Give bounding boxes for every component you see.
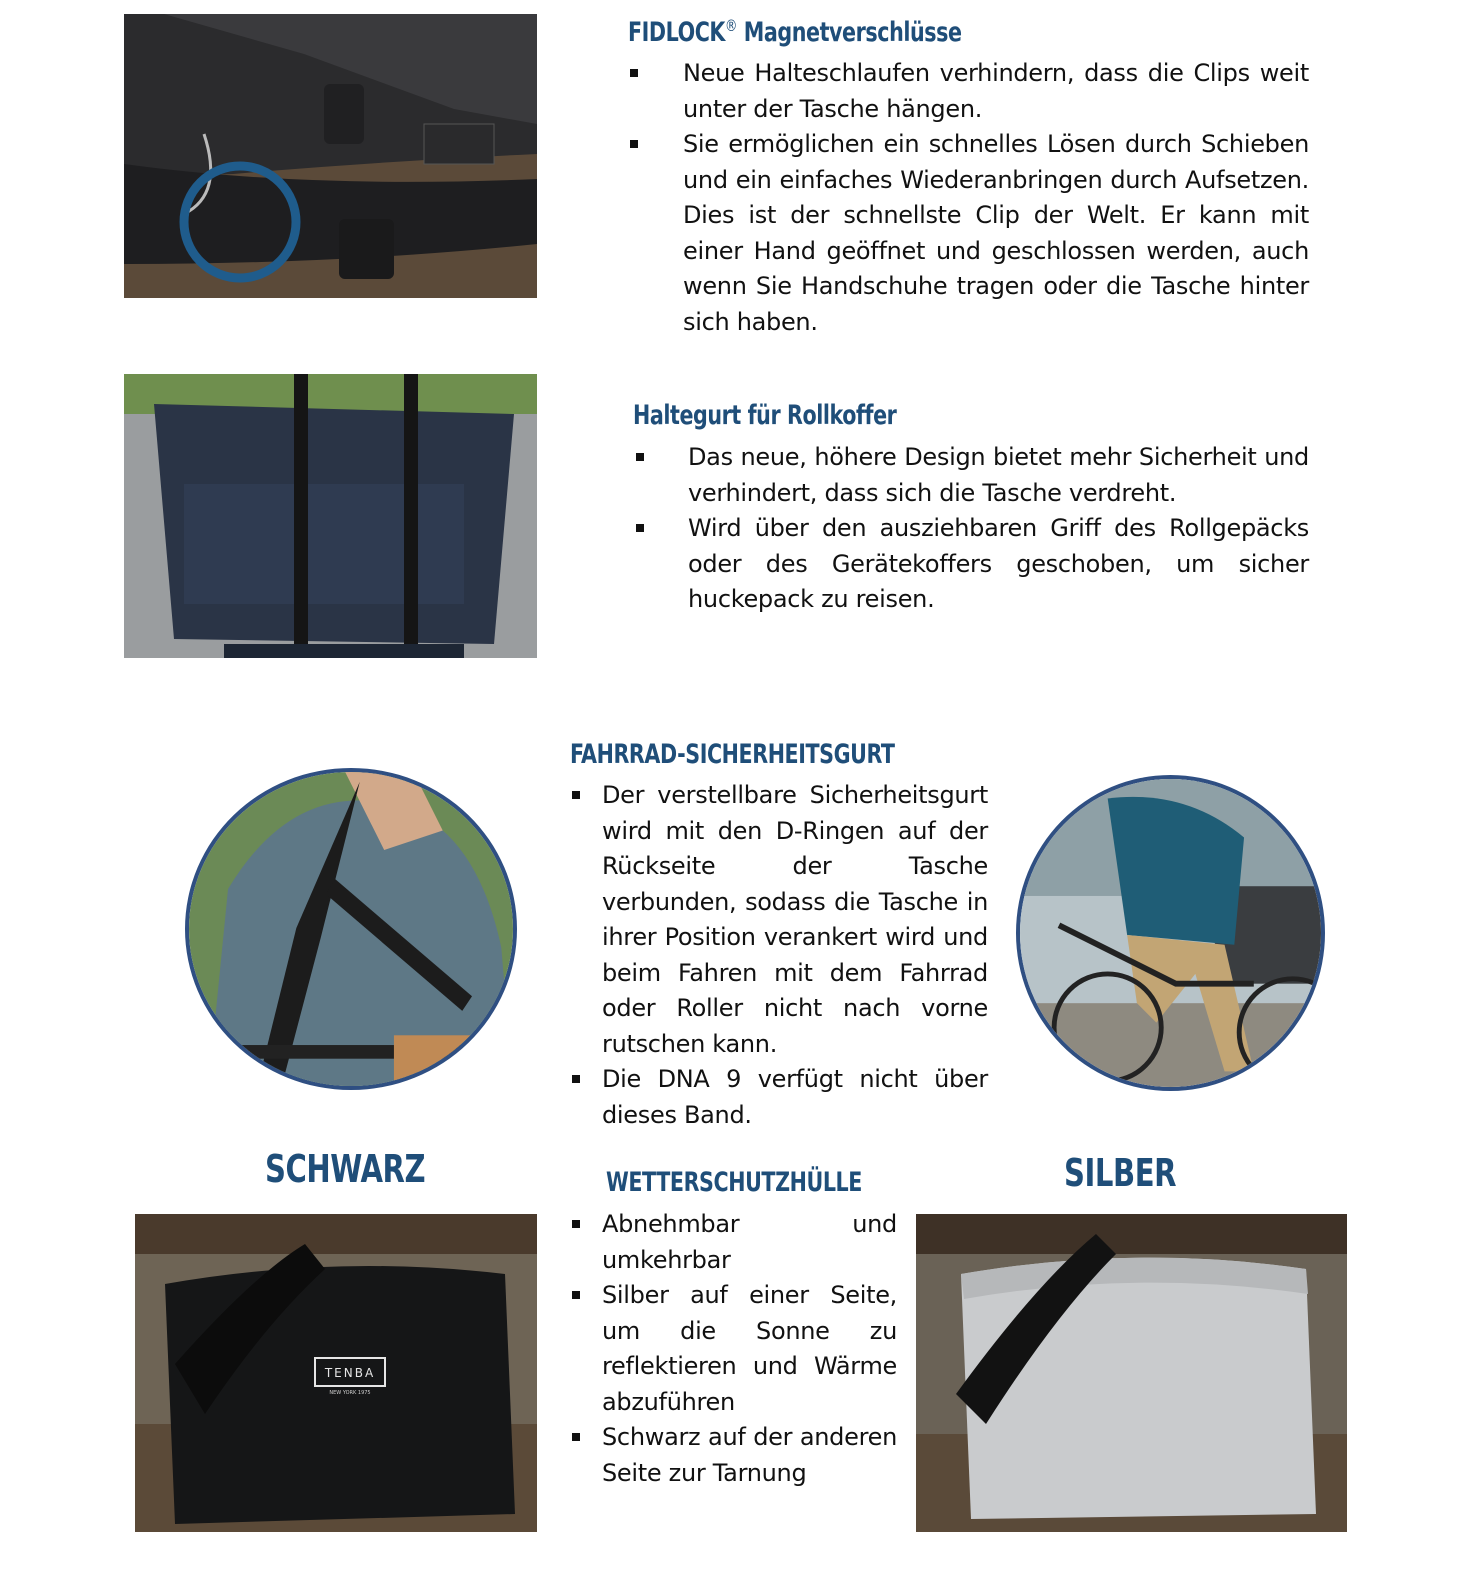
list-item: Der verstellbare Sicherheitsgurt wird mit den D-Ringen auf der Rückseite der Tasche verbunden, sodass die Tasche in ihrer Position verankert wird und beim Fahren mit dem Fahrrad oder Roller nicht nach vorne rutschen kann. bbox=[602, 778, 988, 1062]
cover-list bbox=[602, 1207, 897, 1491]
trolley-heading: Haltegurt für Rollkoffer bbox=[633, 400, 897, 431]
cover-heading: WETTERSCHUTZHÜLLE bbox=[606, 1167, 862, 1198]
silver-label: SILBER bbox=[1064, 1151, 1177, 1195]
list-item: Das neue, höhere Design bietet mehr Sicherheit und verhindert, dass sich die Tasche verdreht. bbox=[688, 440, 1309, 511]
fidlock-heading: FIDLOCK® Magnetverschlüsse bbox=[628, 16, 962, 48]
trolley-strap-photo bbox=[124, 374, 537, 658]
trolley-list bbox=[688, 440, 1309, 618]
list-item: Sie ermöglichen ein schnelles Lösen durch Schieben und ein einfaches Wiederanbringen durch Aufsetzen. Dies ist der schnellste Clip der Welt. Er kann mit einer Hand geöffnet und geschlossen werden, auch wenn Sie Handschuhe tragen oder die Tasche hinter sich haben. bbox=[683, 127, 1309, 340]
list-item: Silber auf einer Seite, um die Sonne zu reflektieren und Wärme abzuführen bbox=[602, 1278, 897, 1420]
bike-list bbox=[602, 778, 988, 1133]
black-cover-photo bbox=[135, 1214, 537, 1532]
black-label: SCHWARZ bbox=[265, 1147, 426, 1191]
list-item: Abnehmbar und umkehrbar bbox=[602, 1207, 897, 1278]
list-item: Schwarz auf der anderen Seite zur Tarnung bbox=[602, 1420, 897, 1491]
bike-heading: FAHRRAD-SICHERHEITSGURT bbox=[570, 739, 895, 770]
list-item: Neue Halteschlaufen verhindern, dass die Clips weit unter der Tasche hängen. bbox=[683, 56, 1309, 127]
silver-cover-photo bbox=[916, 1214, 1347, 1532]
list-item: Die DNA 9 verfügt nicht über dieses Band. bbox=[602, 1062, 988, 1133]
bike-rider-photo bbox=[1016, 775, 1325, 1091]
fidlock-clip-photo bbox=[124, 14, 537, 298]
fidlock-list bbox=[683, 56, 1309, 340]
tenba-logo: TENBA bbox=[324, 1366, 376, 1380]
bike-strap-chest-photo bbox=[185, 768, 517, 1090]
tenba-logo-sub: NEW YORK 1975 bbox=[329, 1390, 371, 1396]
list-item: Wird über den ausziehbaren Griff des Rollgepäcks oder des Gerätekoffers geschoben, um sicher huckepack zu reisen. bbox=[688, 511, 1309, 618]
